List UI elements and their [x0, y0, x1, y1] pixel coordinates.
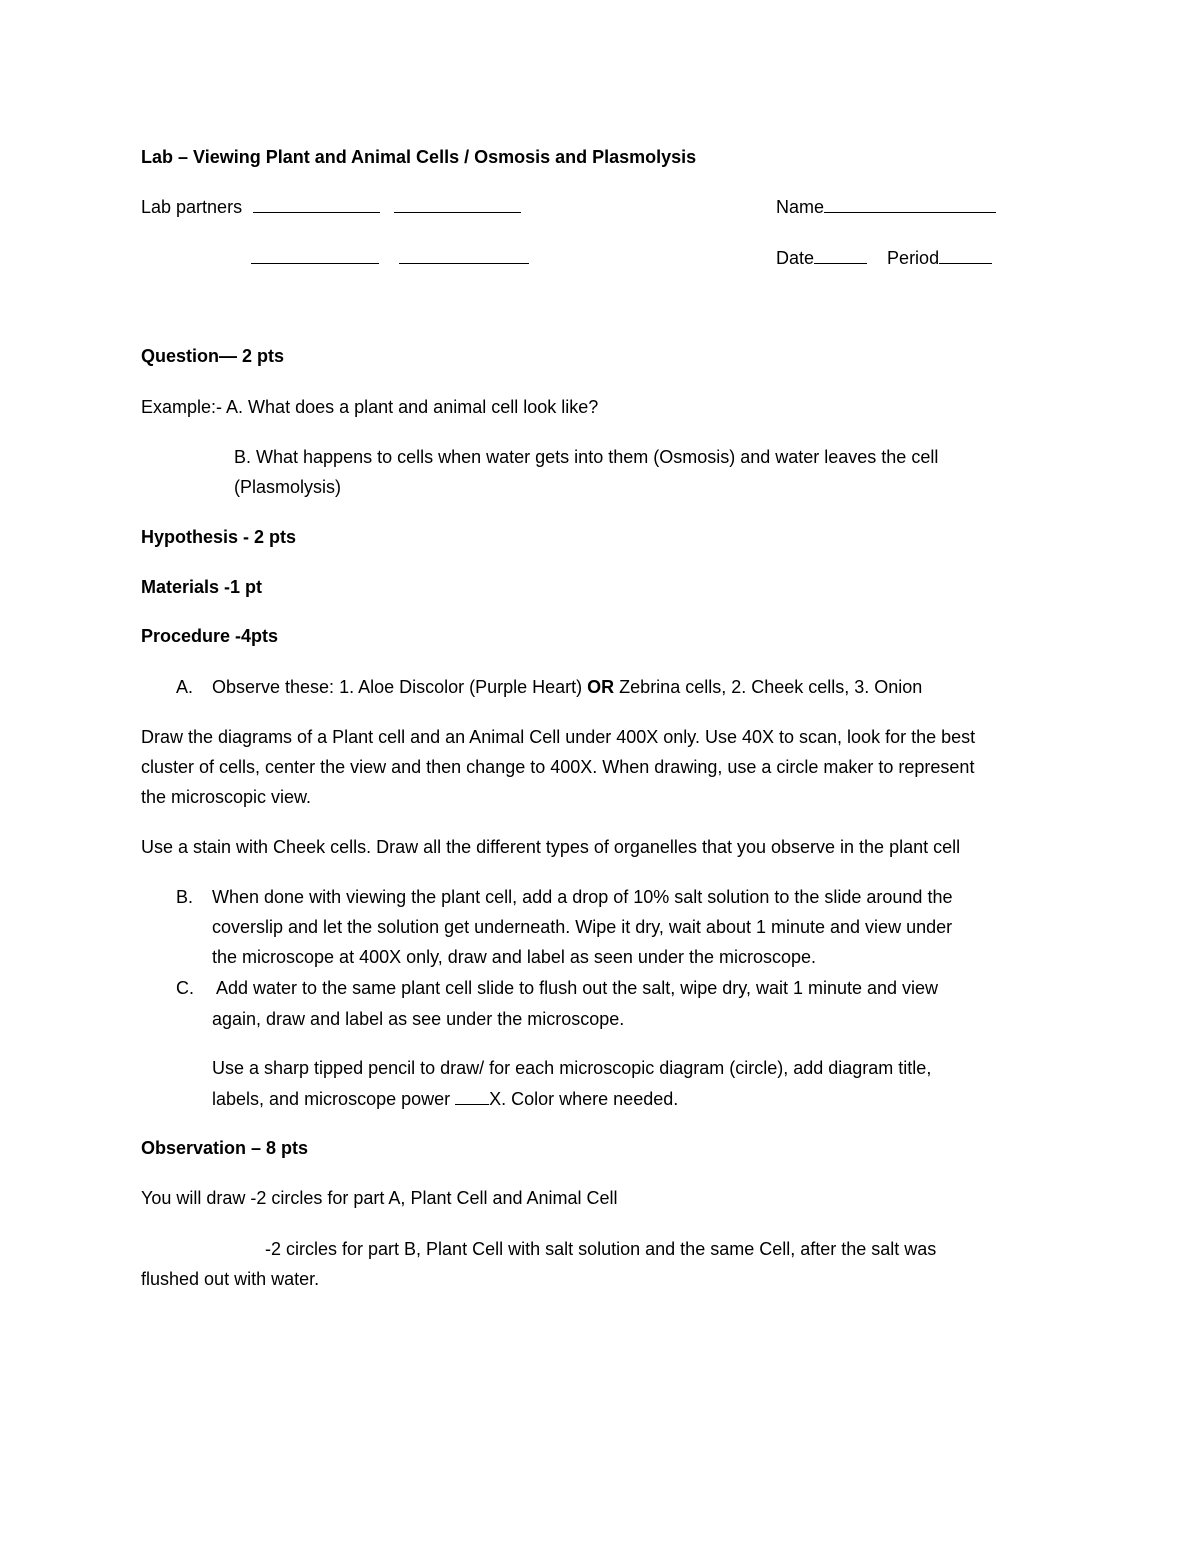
lab-partners-row-2	[251, 246, 529, 269]
procedure-b-line-3: the microscope at 400X only, draw and label as seen under the microscope.	[212, 947, 817, 967]
observation-line-3: flushed out with water.	[141, 1269, 320, 1289]
procedure-b-marker: B.	[176, 887, 194, 907]
lab-partner-blank-1	[253, 195, 380, 213]
question-part-b-line-1: B. What happens to cells when water gets into them (Osmosis) and water leaves the cell	[234, 447, 939, 467]
draw-instructions-line-1: Draw the diagrams of a Plant cell and an Animal Cell under 400X only. Use 40X to scan, look for the best	[141, 727, 976, 747]
procedure-a-or: OR	[587, 677, 615, 697]
procedure-a-marker: A.	[176, 677, 194, 697]
question-heading: Question— 2 pts	[141, 346, 285, 366]
period-blank	[939, 246, 992, 264]
question-part-a: A. What does a plant and animal cell look like?	[226, 397, 599, 417]
procedure-b-line-1: When done with viewing the plant cell, add a drop of 10% salt solution to the slide around the	[212, 887, 953, 907]
materials-heading: Materials -1 pt	[141, 577, 263, 597]
lab-partner-blank-4	[399, 246, 529, 264]
date-label: Date	[776, 248, 815, 268]
procedure-a-text	[212, 676, 922, 698]
procedure-c-line-1: Add water to the same plant cell slide to flush out the salt, wipe dry, wait 1 minute and view	[212, 978, 939, 998]
lab-partner-blank-2	[394, 195, 521, 213]
draw-instructions-line-2: cluster of cells, center the view and then change to 400X. When drawing, use a circle maker to represent	[141, 757, 975, 777]
procedure-b-line-2: coverslip and let the solution get underneath. Wipe it dry, wait about 1 minute and view under	[212, 917, 953, 937]
page-title: Lab – Viewing Plant and Animal Cells / Osmosis and Plasmolysis	[141, 147, 697, 167]
observation-line-1: You will draw -2 circles for part A, Plant Cell and Animal Cell	[141, 1188, 618, 1208]
lab-partners-row-1	[141, 195, 521, 218]
name-label: Name	[776, 197, 825, 217]
power-blank	[455, 1087, 489, 1105]
pencil-line-2-before: labels, and microscope power	[212, 1089, 456, 1109]
procedure-heading: Procedure -4pts	[141, 626, 279, 646]
procedure-c-line-2: again, draw and label as see under the microscope.	[212, 1009, 625, 1029]
hypothesis-heading: Hypothesis - 2 pts	[141, 527, 297, 547]
name-field	[776, 195, 996, 218]
draw-instructions-line-3: the microscopic view.	[141, 787, 312, 807]
name-blank	[824, 195, 996, 213]
observation-heading: Observation – 8 pts	[141, 1138, 309, 1158]
procedure-c-marker: C.	[176, 978, 194, 998]
question-example	[141, 396, 598, 418]
stain-instructions: Use a stain with Cheek cells. Draw all the different types of organelles that you observe in the plant cell	[141, 837, 961, 857]
date-period-field	[776, 246, 992, 269]
pencil-line-2-after: X. Color where needed.	[489, 1089, 679, 1109]
observation-line-2: -2 circles for part B, Plant Cell with salt solution and the same Cell, after the salt was	[265, 1239, 937, 1259]
lab-partner-blank-3	[251, 246, 379, 264]
period-label: Period	[887, 248, 940, 268]
date-blank	[814, 246, 867, 264]
pencil-instructions-line-1: Use a sharp tipped pencil to draw/ for each microscopic diagram (circle), add diagram title,	[212, 1058, 932, 1078]
lab-partners-label: Lab partners	[141, 197, 243, 217]
procedure-a-text-after: Zebrina cells, 2. Cheek cells, 3. Onion	[614, 677, 923, 697]
example-prefix: Example:-	[141, 397, 227, 417]
question-part-b-line-2: (Plasmolysis)	[234, 477, 342, 497]
procedure-a-text-before: Observe these: 1. Aloe Discolor (Purple Heart)	[212, 677, 588, 697]
pencil-instructions-line-2	[212, 1087, 678, 1110]
